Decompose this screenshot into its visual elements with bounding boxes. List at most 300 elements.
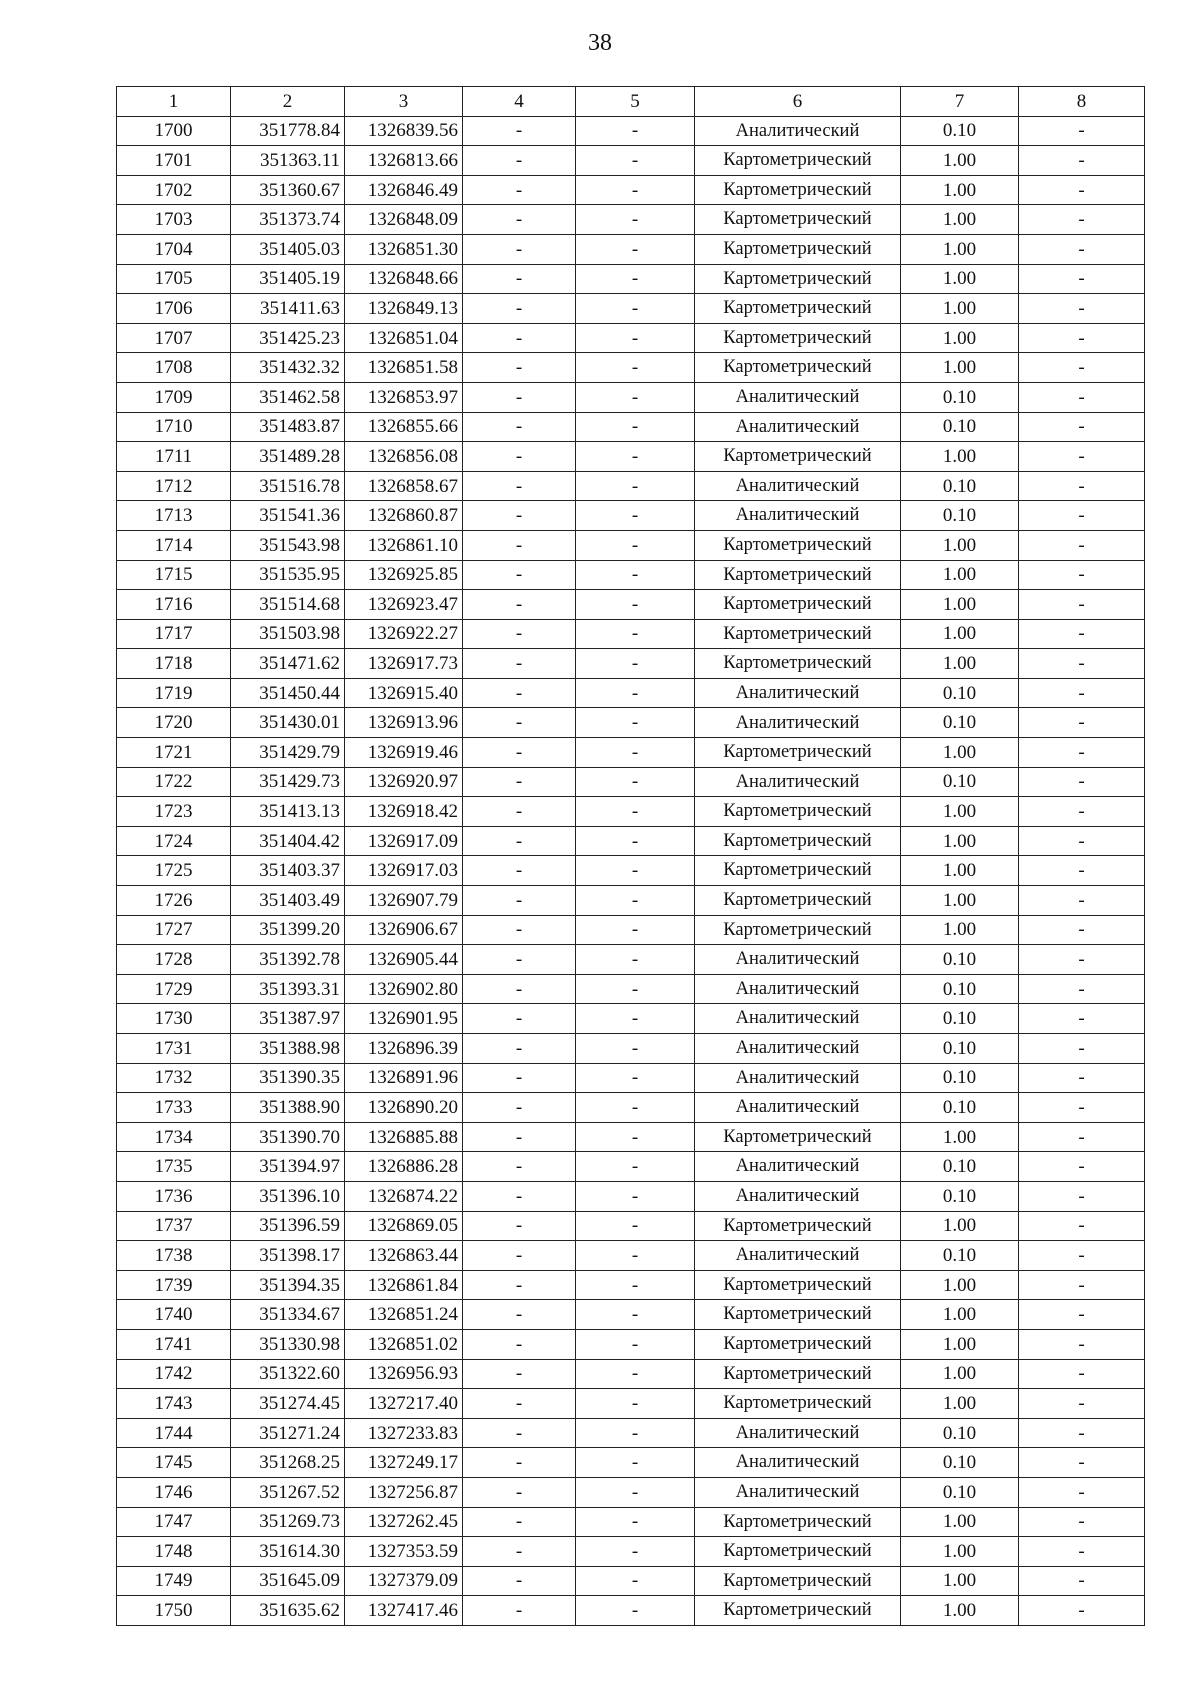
y-coordinate-cell: 1326891.96 — [345, 1063, 463, 1093]
column-4-cell: - — [463, 353, 576, 383]
column-4-cell: - — [463, 442, 576, 472]
point-number-cell: 1726 — [117, 886, 231, 916]
column-5-cell: - — [576, 1122, 695, 1152]
y-coordinate-cell: 1326853.97 — [345, 382, 463, 412]
column-5-cell: - — [576, 1093, 695, 1123]
x-coordinate-cell: 351392.78 — [231, 945, 345, 975]
table-row — [117, 1359, 1145, 1389]
method-cell: Картометрический — [695, 1507, 901, 1537]
column-4-cell: - — [463, 116, 576, 146]
table-row — [117, 382, 1145, 412]
column-8-cell: - — [1019, 294, 1145, 324]
column-4-cell: - — [463, 1211, 576, 1241]
column-5-cell: - — [576, 1418, 695, 1448]
column-8-cell: - — [1019, 560, 1145, 590]
accuracy-cell: 1.00 — [901, 1596, 1019, 1626]
column-5-cell: - — [576, 619, 695, 649]
column-5-cell: - — [576, 767, 695, 797]
point-number-cell: 1747 — [117, 1507, 231, 1537]
y-coordinate-cell: 1326860.87 — [345, 501, 463, 531]
x-coordinate-cell: 351403.49 — [231, 886, 345, 916]
y-coordinate-cell: 1326856.08 — [345, 442, 463, 472]
y-coordinate-cell: 1326861.84 — [345, 1270, 463, 1300]
table-row — [117, 1300, 1145, 1330]
method-cell: Аналитический — [695, 974, 901, 1004]
table-row — [117, 560, 1145, 590]
point-number-cell: 1701 — [117, 146, 231, 176]
x-coordinate-cell: 351388.90 — [231, 1093, 345, 1123]
method-cell: Аналитический — [695, 1063, 901, 1093]
method-cell: Аналитический — [695, 945, 901, 975]
column-5-cell: - — [576, 1004, 695, 1034]
column-8-cell: - — [1019, 826, 1145, 856]
x-coordinate-cell: 351430.01 — [231, 708, 345, 738]
column-5-cell: - — [576, 1596, 695, 1626]
y-coordinate-cell: 1326915.40 — [345, 678, 463, 708]
table-row — [117, 205, 1145, 235]
y-coordinate-cell: 1326848.66 — [345, 264, 463, 294]
table-row — [117, 590, 1145, 620]
column-5-cell: - — [576, 412, 695, 442]
x-coordinate-cell: 351471.62 — [231, 649, 345, 679]
column-4-cell: - — [463, 530, 576, 560]
table-row — [117, 619, 1145, 649]
column-5-cell: - — [576, 116, 695, 146]
method-cell: Аналитический — [695, 382, 901, 412]
method-cell: Аналитический — [695, 412, 901, 442]
table-row — [117, 1418, 1145, 1448]
point-number-cell: 1739 — [117, 1270, 231, 1300]
table-row — [117, 501, 1145, 531]
method-cell: Аналитический — [695, 116, 901, 146]
column-8-cell: - — [1019, 353, 1145, 383]
method-cell: Картометрический — [695, 294, 901, 324]
table-row — [117, 708, 1145, 738]
table-row — [117, 1093, 1145, 1123]
method-cell: Аналитический — [695, 1477, 901, 1507]
column-4-cell: - — [463, 560, 576, 590]
x-coordinate-cell: 351450.44 — [231, 678, 345, 708]
column-4-cell: - — [463, 1063, 576, 1093]
column-4-cell: - — [463, 1300, 576, 1330]
y-coordinate-cell: 1326813.66 — [345, 146, 463, 176]
table-row — [117, 649, 1145, 679]
column-8-cell: - — [1019, 412, 1145, 442]
table-row — [117, 471, 1145, 501]
x-coordinate-cell: 351360.67 — [231, 175, 345, 205]
y-coordinate-cell: 1326902.80 — [345, 974, 463, 1004]
table-row — [117, 1122, 1145, 1152]
column-header: 5 — [576, 87, 695, 117]
accuracy-cell: 1.00 — [901, 294, 1019, 324]
x-coordinate-cell: 351390.70 — [231, 1122, 345, 1152]
column-8-cell: - — [1019, 382, 1145, 412]
accuracy-cell: 0.10 — [901, 1093, 1019, 1123]
y-coordinate-cell: 1326874.22 — [345, 1181, 463, 1211]
accuracy-cell: 0.10 — [901, 1181, 1019, 1211]
method-cell: Картометрический — [695, 353, 901, 383]
column-4-cell: - — [463, 175, 576, 205]
column-5-cell: - — [576, 1034, 695, 1064]
column-5-cell: - — [576, 530, 695, 560]
y-coordinate-cell: 1326913.96 — [345, 708, 463, 738]
x-coordinate-cell: 351393.31 — [231, 974, 345, 1004]
point-number-cell: 1710 — [117, 412, 231, 442]
y-coordinate-cell: 1326851.30 — [345, 234, 463, 264]
y-coordinate-cell: 1327233.83 — [345, 1418, 463, 1448]
table-row — [117, 797, 1145, 827]
column-header: 1 — [117, 87, 231, 117]
column-5-cell: - — [576, 1507, 695, 1537]
column-4-cell: - — [463, 915, 576, 945]
accuracy-cell: 0.10 — [901, 1152, 1019, 1182]
point-number-cell: 1744 — [117, 1418, 231, 1448]
method-cell: Картометрический — [695, 619, 901, 649]
y-coordinate-cell: 1326863.44 — [345, 1241, 463, 1271]
point-number-cell: 1719 — [117, 678, 231, 708]
table-row — [117, 1596, 1145, 1626]
column-4-cell: - — [463, 1093, 576, 1123]
accuracy-cell: 1.00 — [901, 1329, 1019, 1359]
column-4-cell: - — [463, 1507, 576, 1537]
y-coordinate-cell: 1326885.88 — [345, 1122, 463, 1152]
column-5-cell: - — [576, 974, 695, 1004]
column-8-cell: - — [1019, 1122, 1145, 1152]
accuracy-cell: 1.00 — [901, 915, 1019, 945]
column-5-cell: - — [576, 1329, 695, 1359]
accuracy-cell: 1.00 — [901, 856, 1019, 886]
table-row — [117, 323, 1145, 353]
x-coordinate-cell: 351396.10 — [231, 1181, 345, 1211]
method-cell: Картометрический — [695, 1596, 901, 1626]
column-4-cell: - — [463, 1004, 576, 1034]
column-8-cell: - — [1019, 1389, 1145, 1419]
method-cell: Картометрический — [695, 738, 901, 768]
point-number-cell: 1709 — [117, 382, 231, 412]
point-number-cell: 1741 — [117, 1329, 231, 1359]
column-4-cell: - — [463, 264, 576, 294]
column-header: 2 — [231, 87, 345, 117]
method-cell: Картометрический — [695, 649, 901, 679]
column-8-cell: - — [1019, 678, 1145, 708]
column-8-cell: - — [1019, 1566, 1145, 1596]
x-coordinate-cell: 351404.42 — [231, 826, 345, 856]
x-coordinate-cell: 351413.13 — [231, 797, 345, 827]
column-5-cell: - — [576, 915, 695, 945]
method-cell: Картометрический — [695, 590, 901, 620]
x-coordinate-cell: 351425.23 — [231, 323, 345, 353]
table-row — [117, 412, 1145, 442]
x-coordinate-cell: 351462.58 — [231, 382, 345, 412]
y-coordinate-cell: 1326851.58 — [345, 353, 463, 383]
method-cell: Картометрический — [695, 1359, 901, 1389]
accuracy-cell: 0.10 — [901, 1063, 1019, 1093]
accuracy-cell: 0.10 — [901, 471, 1019, 501]
x-coordinate-cell: 351271.24 — [231, 1418, 345, 1448]
table-body — [117, 116, 1145, 1625]
y-coordinate-cell: 1326846.49 — [345, 175, 463, 205]
y-coordinate-cell: 1327262.45 — [345, 1507, 463, 1537]
point-number-cell: 1706 — [117, 294, 231, 324]
method-cell: Картометрический — [695, 146, 901, 176]
column-4-cell: - — [463, 1181, 576, 1211]
point-number-cell: 1736 — [117, 1181, 231, 1211]
point-number-cell: 1711 — [117, 442, 231, 472]
table-row — [117, 945, 1145, 975]
method-cell: Аналитический — [695, 678, 901, 708]
method-cell: Аналитический — [695, 708, 901, 738]
method-cell: Аналитический — [695, 471, 901, 501]
column-4-cell: - — [463, 678, 576, 708]
table-header-row — [117, 87, 1145, 117]
column-5-cell: - — [576, 738, 695, 768]
x-coordinate-cell: 351635.62 — [231, 1596, 345, 1626]
accuracy-cell: 1.00 — [901, 1359, 1019, 1389]
y-coordinate-cell: 1326848.09 — [345, 205, 463, 235]
table-row — [117, 353, 1145, 383]
column-5-cell: - — [576, 1477, 695, 1507]
method-cell: Аналитический — [695, 767, 901, 797]
column-4-cell: - — [463, 767, 576, 797]
point-number-cell: 1724 — [117, 826, 231, 856]
column-4-cell: - — [463, 974, 576, 1004]
column-8-cell: - — [1019, 323, 1145, 353]
point-number-cell: 1730 — [117, 1004, 231, 1034]
point-number-cell: 1742 — [117, 1359, 231, 1389]
x-coordinate-cell: 351489.28 — [231, 442, 345, 472]
y-coordinate-cell: 1326901.95 — [345, 1004, 463, 1034]
column-4-cell: - — [463, 590, 576, 620]
x-coordinate-cell: 351614.30 — [231, 1537, 345, 1567]
table-row — [117, 1034, 1145, 1064]
column-5-cell: - — [576, 471, 695, 501]
method-cell: Аналитический — [695, 1241, 901, 1271]
accuracy-cell: 0.10 — [901, 1477, 1019, 1507]
y-coordinate-cell: 1326906.67 — [345, 915, 463, 945]
point-number-cell: 1737 — [117, 1211, 231, 1241]
column-4-cell: - — [463, 1329, 576, 1359]
table-row — [117, 678, 1145, 708]
column-8-cell: - — [1019, 530, 1145, 560]
y-coordinate-cell: 1326861.10 — [345, 530, 463, 560]
point-number-cell: 1748 — [117, 1537, 231, 1567]
column-8-cell: - — [1019, 205, 1145, 235]
accuracy-cell: 1.00 — [901, 323, 1019, 353]
table-row — [117, 1477, 1145, 1507]
y-coordinate-cell: 1326855.66 — [345, 412, 463, 442]
column-4-cell: - — [463, 649, 576, 679]
method-cell: Аналитический — [695, 501, 901, 531]
table-row — [117, 915, 1145, 945]
column-8-cell: - — [1019, 619, 1145, 649]
x-coordinate-cell: 351269.73 — [231, 1507, 345, 1537]
accuracy-cell: 1.00 — [901, 1537, 1019, 1567]
table-row — [117, 1211, 1145, 1241]
x-coordinate-cell: 351373.74 — [231, 205, 345, 235]
y-coordinate-cell: 1326851.02 — [345, 1329, 463, 1359]
table-row — [117, 1063, 1145, 1093]
point-number-cell: 1720 — [117, 708, 231, 738]
method-cell: Картометрический — [695, 797, 901, 827]
column-8-cell: - — [1019, 915, 1145, 945]
accuracy-cell: 1.00 — [901, 264, 1019, 294]
y-coordinate-cell: 1326890.20 — [345, 1093, 463, 1123]
table-row — [117, 886, 1145, 916]
table-row — [117, 1181, 1145, 1211]
accuracy-cell: 0.10 — [901, 1448, 1019, 1478]
column-5-cell: - — [576, 886, 695, 916]
column-8-cell: - — [1019, 886, 1145, 916]
column-header: 3 — [345, 87, 463, 117]
y-coordinate-cell: 1326907.79 — [345, 886, 463, 916]
column-8-cell: - — [1019, 1507, 1145, 1537]
method-cell: Картометрический — [695, 886, 901, 916]
accuracy-cell: 1.00 — [901, 797, 1019, 827]
table-row — [117, 1448, 1145, 1478]
accuracy-cell: 1.00 — [901, 1389, 1019, 1419]
accuracy-cell: 0.10 — [901, 412, 1019, 442]
column-header: 6 — [695, 87, 901, 117]
column-5-cell: - — [576, 797, 695, 827]
column-5-cell: - — [576, 1270, 695, 1300]
y-coordinate-cell: 1327417.46 — [345, 1596, 463, 1626]
column-4-cell: - — [463, 619, 576, 649]
method-cell: Аналитический — [695, 1418, 901, 1448]
column-4-cell: - — [463, 826, 576, 856]
table-row — [117, 767, 1145, 797]
method-cell: Картометрический — [695, 856, 901, 886]
column-5-cell: - — [576, 856, 695, 886]
column-4-cell: - — [463, 1122, 576, 1152]
column-8-cell: - — [1019, 708, 1145, 738]
table-row — [117, 146, 1145, 176]
accuracy-cell: 0.10 — [901, 767, 1019, 797]
point-number-cell: 1718 — [117, 649, 231, 679]
column-4-cell: - — [463, 412, 576, 442]
point-number-cell: 1746 — [117, 1477, 231, 1507]
x-coordinate-cell: 351503.98 — [231, 619, 345, 649]
column-8-cell: - — [1019, 1241, 1145, 1271]
point-number-cell: 1705 — [117, 264, 231, 294]
column-8-cell: - — [1019, 1004, 1145, 1034]
column-5-cell: - — [576, 234, 695, 264]
point-number-cell: 1743 — [117, 1389, 231, 1419]
column-header: 7 — [901, 87, 1019, 117]
accuracy-cell: 0.10 — [901, 1241, 1019, 1271]
y-coordinate-cell: 1326956.93 — [345, 1359, 463, 1389]
y-coordinate-cell: 1327256.87 — [345, 1477, 463, 1507]
column-5-cell: - — [576, 264, 695, 294]
point-number-cell: 1721 — [117, 738, 231, 768]
column-8-cell: - — [1019, 1359, 1145, 1389]
column-5-cell: - — [576, 294, 695, 324]
x-coordinate-cell: 351541.36 — [231, 501, 345, 531]
column-4-cell: - — [463, 382, 576, 412]
column-5-cell: - — [576, 590, 695, 620]
column-4-cell: - — [463, 1448, 576, 1478]
y-coordinate-cell: 1326918.42 — [345, 797, 463, 827]
column-4-cell: - — [463, 1596, 576, 1626]
column-4-cell: - — [463, 471, 576, 501]
x-coordinate-cell: 351429.73 — [231, 767, 345, 797]
page-number: 38 — [588, 30, 612, 56]
x-coordinate-cell: 351411.63 — [231, 294, 345, 324]
method-cell: Картометрический — [695, 826, 901, 856]
point-number-cell: 1734 — [117, 1122, 231, 1152]
accuracy-cell: 1.00 — [901, 886, 1019, 916]
column-header: 8 — [1019, 87, 1145, 117]
method-cell: Картометрический — [695, 205, 901, 235]
x-coordinate-cell: 351645.09 — [231, 1566, 345, 1596]
x-coordinate-cell: 351396.59 — [231, 1211, 345, 1241]
y-coordinate-cell: 1326905.44 — [345, 945, 463, 975]
column-4-cell: - — [463, 1566, 576, 1596]
column-4-cell: - — [463, 1034, 576, 1064]
column-4-cell: - — [463, 1477, 576, 1507]
accuracy-cell: 1.00 — [901, 175, 1019, 205]
column-4-cell: - — [463, 1241, 576, 1271]
column-4-cell: - — [463, 945, 576, 975]
column-5-cell: - — [576, 708, 695, 738]
column-4-cell: - — [463, 323, 576, 353]
column-5-cell: - — [576, 1152, 695, 1182]
accuracy-cell: 0.10 — [901, 974, 1019, 1004]
column-8-cell: - — [1019, 1537, 1145, 1567]
column-8-cell: - — [1019, 1329, 1145, 1359]
x-coordinate-cell: 351405.19 — [231, 264, 345, 294]
column-5-cell: - — [576, 826, 695, 856]
method-cell: Картометрический — [695, 1329, 901, 1359]
column-4-cell: - — [463, 738, 576, 768]
point-number-cell: 1733 — [117, 1093, 231, 1123]
column-8-cell: - — [1019, 1211, 1145, 1241]
column-5-cell: - — [576, 1566, 695, 1596]
point-number-cell: 1725 — [117, 856, 231, 886]
accuracy-cell: 0.10 — [901, 1034, 1019, 1064]
x-coordinate-cell: 351334.67 — [231, 1300, 345, 1330]
accuracy-cell: 1.00 — [901, 738, 1019, 768]
column-8-cell: - — [1019, 1152, 1145, 1182]
point-number-cell: 1717 — [117, 619, 231, 649]
table-row — [117, 1329, 1145, 1359]
method-cell: Картометрический — [695, 442, 901, 472]
point-number-cell: 1702 — [117, 175, 231, 205]
x-coordinate-cell: 351268.25 — [231, 1448, 345, 1478]
x-coordinate-cell: 351483.87 — [231, 412, 345, 442]
x-coordinate-cell: 351399.20 — [231, 915, 345, 945]
x-coordinate-cell: 351535.95 — [231, 560, 345, 590]
x-coordinate-cell: 351405.03 — [231, 234, 345, 264]
y-coordinate-cell: 1326922.27 — [345, 619, 463, 649]
column-5-cell: - — [576, 382, 695, 412]
accuracy-cell: 1.00 — [901, 353, 1019, 383]
table-row — [117, 294, 1145, 324]
accuracy-cell: 1.00 — [901, 530, 1019, 560]
column-5-cell: - — [576, 1359, 695, 1389]
point-number-cell: 1727 — [117, 915, 231, 945]
point-number-cell: 1728 — [117, 945, 231, 975]
column-8-cell: - — [1019, 738, 1145, 768]
column-4-cell: - — [463, 797, 576, 827]
column-5-cell: - — [576, 1211, 695, 1241]
accuracy-cell: 1.00 — [901, 146, 1019, 176]
accuracy-cell: 1.00 — [901, 442, 1019, 472]
accuracy-cell: 1.00 — [901, 826, 1019, 856]
table-row — [117, 1270, 1145, 1300]
table-row — [117, 856, 1145, 886]
x-coordinate-cell: 351543.98 — [231, 530, 345, 560]
point-number-cell: 1738 — [117, 1241, 231, 1271]
